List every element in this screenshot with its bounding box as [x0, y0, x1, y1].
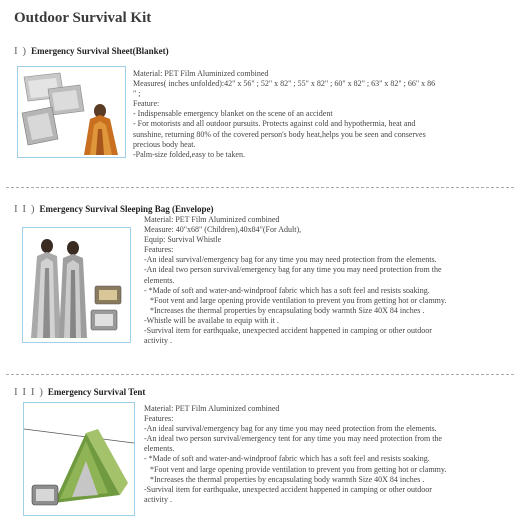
section-1-line: Measures( inches unfolded):42" x 56" ; 52" x 82" ; 55" x 82" ; 60" x 82" ; 63" x 82" ; 66" x 86: [133, 79, 436, 89]
section-2-line: Material: PET Film Aluminized combined: [144, 215, 280, 224]
section-2-line: -An ideal two person survival/emergency bag for any time you may need protection from the: [144, 265, 442, 275]
section-divider: [6, 187, 514, 188]
section-2-line: activity .: [144, 336, 172, 346]
section-3-roman: I I I ): [14, 386, 44, 398]
section-3-description: [144, 404, 446, 505]
section-3-line: -Survival item for earthquake, unexpected accident happened in camping or other outdoor: [144, 484, 432, 494]
section-3-line: activity .: [144, 494, 172, 504]
section-1-roman: I ): [14, 45, 28, 57]
section-3-line: Material: PET Film Aluminized combined: [144, 404, 280, 413]
section-2-line: -Whistle will be availabe to equip with it .: [144, 315, 279, 325]
section-1-line: precious body heat.: [133, 139, 196, 149]
blanket-photo: [17, 66, 126, 158]
section-2-line: - *Made of soft and water-and-windproof fabric which has a soft feel and resists soaking.: [144, 285, 430, 295]
section-2-title: Emergency Survival Sleeping Bag (Envelope): [39, 204, 214, 214]
section-3-line: *Increases the thermal properties by encapsulating body warmth Size 40X 84 inches .: [150, 474, 425, 484]
section-3-line: Features:: [144, 414, 174, 424]
section-1-line: " ;: [133, 89, 141, 99]
section-3-line: - *Made of soft and water-and-windproof fabric which has a soft feel and resists soaking.: [144, 454, 430, 464]
section-3-line: -An ideal survival/emergency bag for any time you may need protection from the elements.: [144, 424, 437, 434]
section-1-line: - For motorists and all outdoor pursuits. Protects against cold and hypothermia, heat and: [133, 119, 416, 129]
section-3-heading: [14, 386, 145, 398]
section-2-line: -Survival item for earthquake, unexpected accident happened in camping or other outdoor: [144, 326, 432, 336]
section-2-roman: I I ): [14, 203, 36, 215]
section-1-line: Feature:: [133, 99, 160, 109]
section-1-line: sunshine, returning 80% of the covered person's body heat,helps you be seen and conserves: [133, 129, 426, 139]
section-2-heading: [14, 203, 214, 215]
section-divider: [6, 374, 514, 375]
section-1-line: -Palm-size folded,easy to be taken.: [133, 149, 245, 159]
section-2-line: *Increases the thermal properties by encapsulating body warmth Size 40X 84 inches .: [150, 305, 425, 315]
section-1-description: [133, 69, 435, 160]
section-3-title: Emergency Survival Tent: [47, 387, 146, 397]
section-1-title: Emergency Survival Sheet(Blanket): [31, 46, 169, 56]
section-3-line: *Foot vent and large opening provide ventilation to prevent you from getting hot or clammy.: [150, 464, 447, 474]
section-1-line: - Indispensable emergency blanket on the scene of an accident: [133, 109, 333, 119]
section-1-line: Material: PET Film Aluminized combined: [133, 69, 269, 78]
section-2-description: [144, 215, 446, 346]
section-3-line: -An ideal two person survival/emergency tent for any time you may need protection from the: [144, 434, 442, 444]
section-1-heading: [14, 45, 169, 57]
page-title: Outdoor Survival Kit: [14, 10, 152, 26]
section-2-line: Features:: [144, 245, 174, 255]
section-3-line: elements.: [144, 444, 175, 454]
sleeping-bag-photo: [22, 227, 131, 343]
section-2-line: Measure: 40"x68" (Children),40x84"(For Adult),: [144, 225, 302, 235]
section-2-line: *Foot vent and large opening provide ventilation to prevent you from getting hot or clammy.: [150, 295, 447, 305]
tent-photo: [23, 402, 135, 516]
section-2-line: elements.: [144, 275, 175, 285]
section-2-line: -An ideal survival/emergency bag for any time you may need protection from the elements.: [144, 255, 437, 265]
section-2-line: Equip: Survival Whistle: [144, 235, 222, 245]
